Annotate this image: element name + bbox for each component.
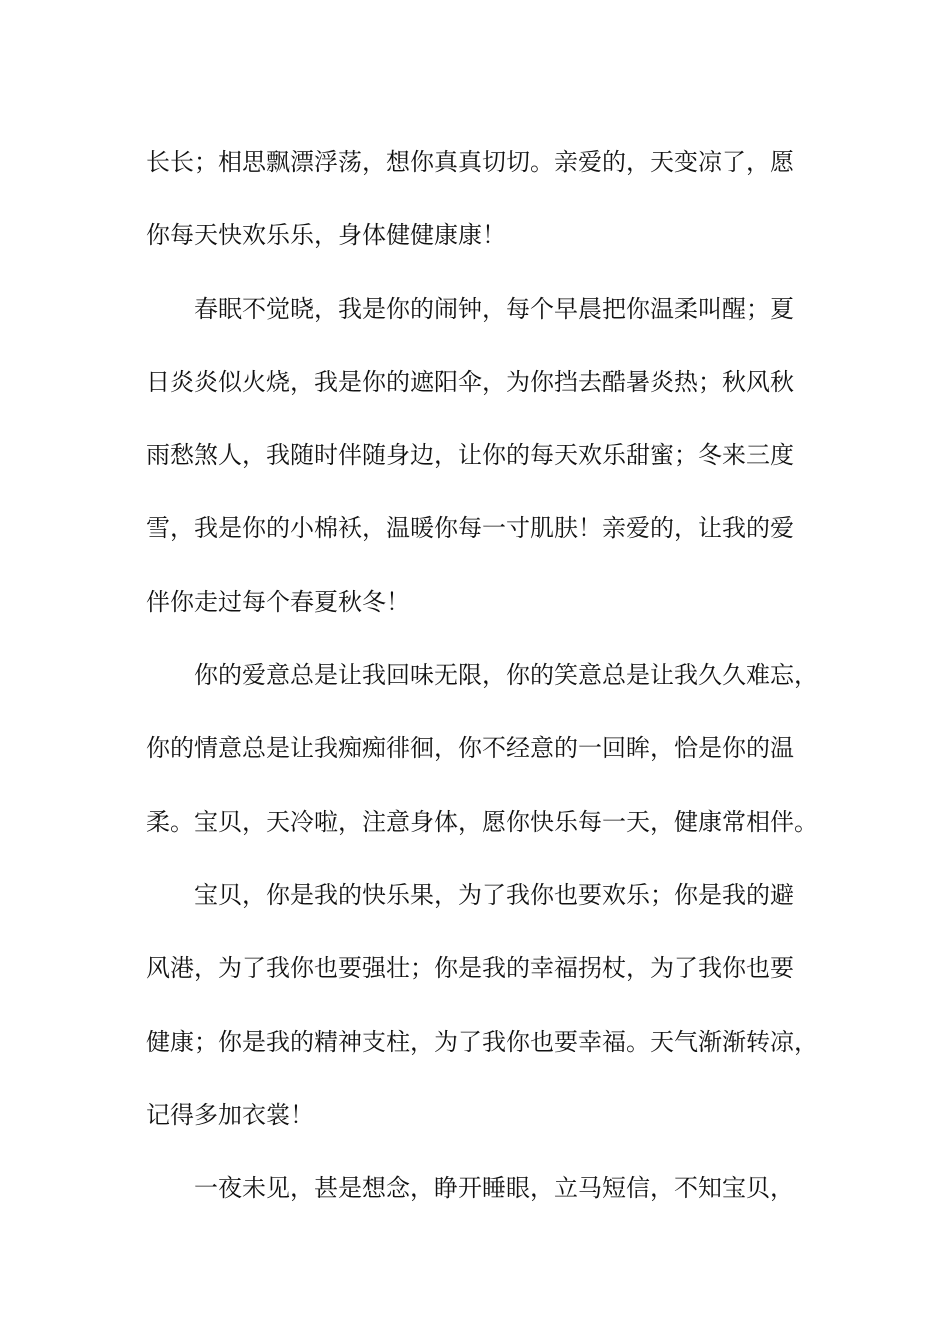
text-line: 记得多加衣裳！ [146, 1100, 314, 1129]
text-line: 风港，为了我你也要强壮；你是我的幸福拐杖，为了我你也要 [146, 954, 794, 983]
paragraph-start-line: 一夜未见，甚是想念，睁开睡眼，立马短信，不知宝贝， [194, 1174, 794, 1203]
text-line: 雪，我是你的小棉袄，温暖你每一寸肌肤！亲爱的，让我的爱 [146, 514, 794, 543]
text-line: 你的情意总是让我痴痴徘徊，你不经意的一回眸，恰是你的温 [146, 734, 794, 763]
text-line: 雨愁煞人，我随时伴随身边，让你的每天欢乐甜蜜；冬来三度 [146, 441, 794, 470]
text-line: 长长；相思飘漂浮荡，想你真真切切。亲爱的，天变凉了，愿 [146, 148, 794, 176]
text-line: 你每天快欢乐乐，身体健健康康！ [146, 221, 506, 250]
text-line: 日炎炎似火烧，我是你的遮阳伞，为你挡去酷暑炎热；秋风秋 [146, 367, 794, 396]
paragraph-start-line: 春眠不觉晓，我是你的闹钟，每个早晨把你温柔叫醒；夏 [194, 294, 794, 323]
document-body [146, 126, 826, 1225]
text-line: 柔。宝贝，天冷啦，注意身体，愿你快乐每一天，健康常相伴。 [146, 807, 818, 836]
paragraph-start-line: 宝贝，你是我的快乐果，为了我你也要欢乐；你是我的避 [194, 880, 794, 909]
paragraph-start-line: 你的爱意总是让我回味无限，你的笑意总是让我久久难忘， [194, 661, 818, 690]
text-line: 伴你走过每个春夏秋冬！ [146, 587, 410, 616]
text-line: 健康；你是我的精神支柱，为了我你也要幸福。天气渐渐转凉， [146, 1027, 818, 1056]
